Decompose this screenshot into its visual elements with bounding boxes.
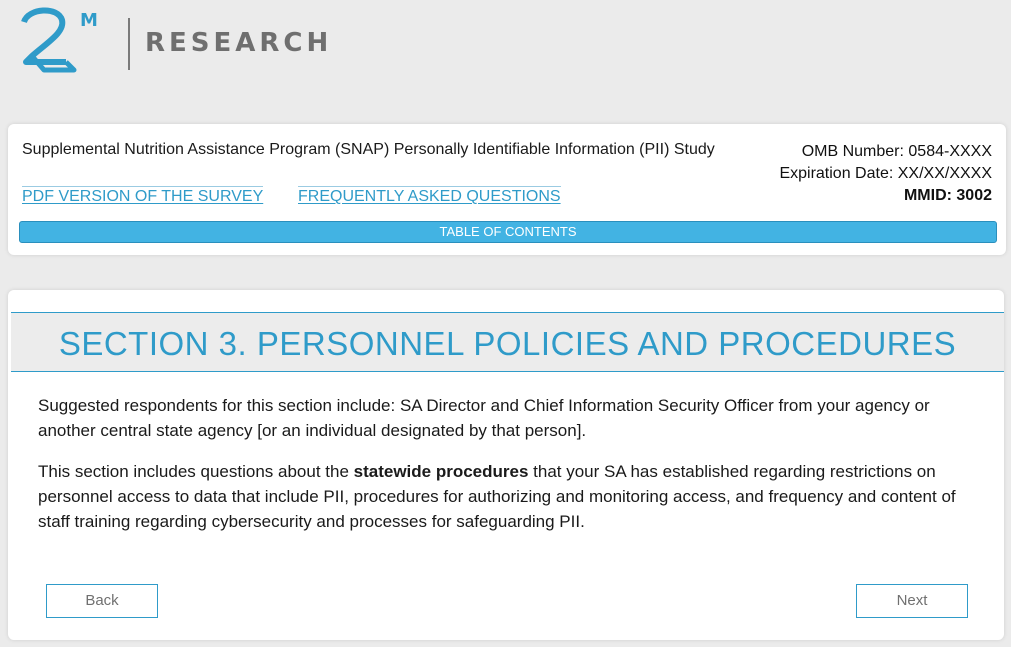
respondents-paragraph: Suggested respondents for this section include: SA Director and Chief Information Security Officer from your agency or another central state agency [or an individual designated by that person]. — [38, 396, 930, 440]
brand-logo — [18, 4, 333, 78]
logo-divider — [128, 18, 130, 70]
expiration-date: Expiration Date: XX/XX/XXXX — [779, 165, 992, 182]
faq-link[interactable]: FREQUENTLY ASKED QUESTIONS — [298, 188, 561, 205]
table-of-contents-button[interactable]: TABLE OF CONTENTS — [19, 221, 997, 243]
description-text-bold: statewide procedures — [353, 462, 529, 481]
2m-logo-mark-icon — [18, 4, 118, 78]
section-header — [11, 312, 1004, 372]
logo-brand-text: RESEARCH — [145, 28, 333, 58]
description-text-pre: This section includes questions about the — [38, 462, 354, 481]
description-text-post: that your SA has established regarding restrictions on personnel access to data that include PII, procedures for authorizing and monitoring access, and frequency and content of staff training regarding cybersecurity and processes for safeguarding PII. — [38, 462, 956, 531]
section-title: SECTION 3. PERSONNEL POLICIES AND PROCEDURES — [58, 325, 957, 362]
next-button[interactable]: Next — [856, 584, 968, 618]
survey-header-card — [8, 124, 1006, 255]
back-button[interactable]: Back — [46, 584, 158, 618]
pdf-version-link[interactable]: PDF VERSION OF THE SURVEY — [22, 188, 264, 205]
section-description-paragraph — [38, 459, 983, 534]
svg-text:M: M — [80, 10, 98, 31]
study-title: Supplemental Nutrition Assistance Program (SNAP) Personally Identifiable Information (PII) Study — [22, 141, 715, 158]
section-card — [8, 290, 1004, 640]
omb-info — [779, 141, 992, 207]
omb-number: OMB Number: 0584-XXXX — [801, 143, 992, 160]
section-body — [38, 393, 983, 534]
mmid: MMID: 3002 — [903, 187, 992, 204]
